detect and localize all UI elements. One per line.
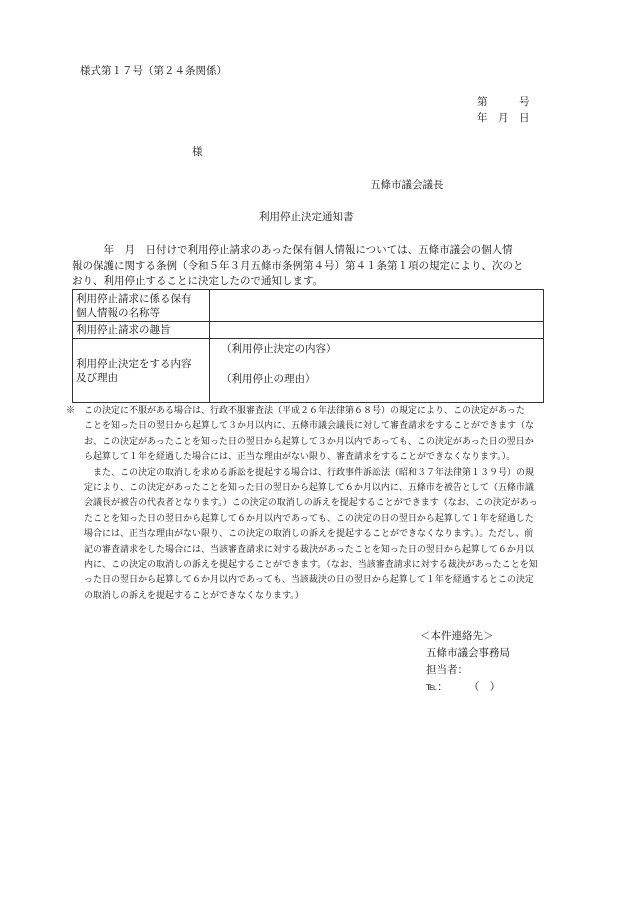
decision-content-label: （利用停止決定の内容）	[221, 343, 337, 355]
note-line: お、この決定があったことを知った日の翌日から起算して３か月以内であっても、この決定があった日の翌日か	[66, 436, 534, 447]
decision-reason-label: （利用停止の理由）	[221, 373, 316, 385]
note-line: 会議長が被告の代表者となります。）この決定の取消しの訴えを提起することができます（なお、この決定があっ	[66, 498, 538, 509]
document-date: 年 月 日	[477, 112, 530, 124]
decision-table	[72, 289, 544, 403]
contact-person: 担当者：	[426, 664, 468, 676]
row3-value-cell	[210, 339, 544, 403]
table-row	[73, 339, 544, 403]
contact-heading: ＜本件連絡先＞	[420, 630, 494, 642]
note-line: の取消しの訴えを提起することができなくなります。）	[66, 590, 304, 601]
note-line: ことを知った日の翌日から起算して３か月以内に、五條市議会議長に対して審査請求をすることができます（な	[66, 421, 535, 432]
contact-office: 五條市議会事務局	[426, 647, 510, 659]
row1-label-line1: 利用停止請求に係る保有	[76, 292, 192, 305]
note-line: たことを知った日の翌日から起算して６か月以内であっても、この決定の日の翌日から起算して１年を経過した	[66, 513, 534, 524]
table-row	[73, 290, 544, 322]
table-label-cell	[73, 339, 210, 403]
row2-value-cell	[210, 322, 544, 339]
row1-label-line2: 個人情報の名称等	[76, 306, 160, 319]
body-text	[72, 243, 550, 290]
table-row	[73, 322, 544, 339]
table-label-cell	[73, 290, 210, 322]
row2-label: 利用停止請求の趣旨	[73, 322, 210, 339]
note-line: ※ この決定に不服がある場合は、行政不服審査法（平成２６年法律第６８号）の規定により、この決定があった	[66, 406, 525, 416]
document-title: 利用停止決定通知書	[259, 211, 354, 223]
contact-block	[420, 628, 510, 696]
document-number: 第 号	[477, 96, 530, 108]
contact-tel: ℡： （ ）	[426, 681, 501, 693]
row3-label-line1: 利用停止決定をする内容	[76, 357, 192, 370]
note-line: ら起算して１年を経過した場合には、正当な理由がない限り、審査請求をすることができなくなります。）。	[66, 452, 516, 463]
issuer: 五條市議会議長	[370, 179, 444, 191]
row1-value-cell	[210, 290, 544, 322]
body-line: おり、利用停止することに決定したので通知します。	[72, 275, 324, 287]
body-line: 報の保護に関する条例（令和５年３月五條市条例第４号）第４１条第１項の規定により、次のと	[72, 259, 524, 272]
form-number: 様式第１７号（第２４条関係）	[80, 65, 227, 77]
note-line: 定により、この決定があったことを知った日の翌日から起算して６か月以内に、五條市を被告として（五條市議	[66, 482, 534, 493]
notice-notes	[66, 404, 556, 604]
body-line: 年 月 日付けで利用停止請求のあった保有個人情報については、五條市議会の個人情	[72, 244, 513, 256]
note-line: 内に、この決定の取消しの訴えを提起することができます。（なお、当該審査請求に対する裁決があったことを知	[66, 559, 538, 570]
note-line: 場合には、正当な理由がない限り、この決定の取消しの訴えを提起することができなくなります。）。ただし、前	[66, 529, 534, 540]
note-line: また、この決定の取消しを求める訴訟を提起する場合は、行政事件訴訟法（昭和３７年法律第１３９号）の規	[66, 467, 535, 478]
note-line: 記の審査請求をした場合には、当該審査請求に対する裁決があったことを知った日の翌日から起算して６か月以	[66, 544, 534, 555]
addressee: 様	[192, 146, 203, 158]
row3-label-line2: 及び理由	[76, 371, 118, 384]
note-line: った日の翌日から起算して６か月以内であっても、当該裁決の日の翌日から起算して１年を経過するとこの決定	[66, 575, 534, 586]
